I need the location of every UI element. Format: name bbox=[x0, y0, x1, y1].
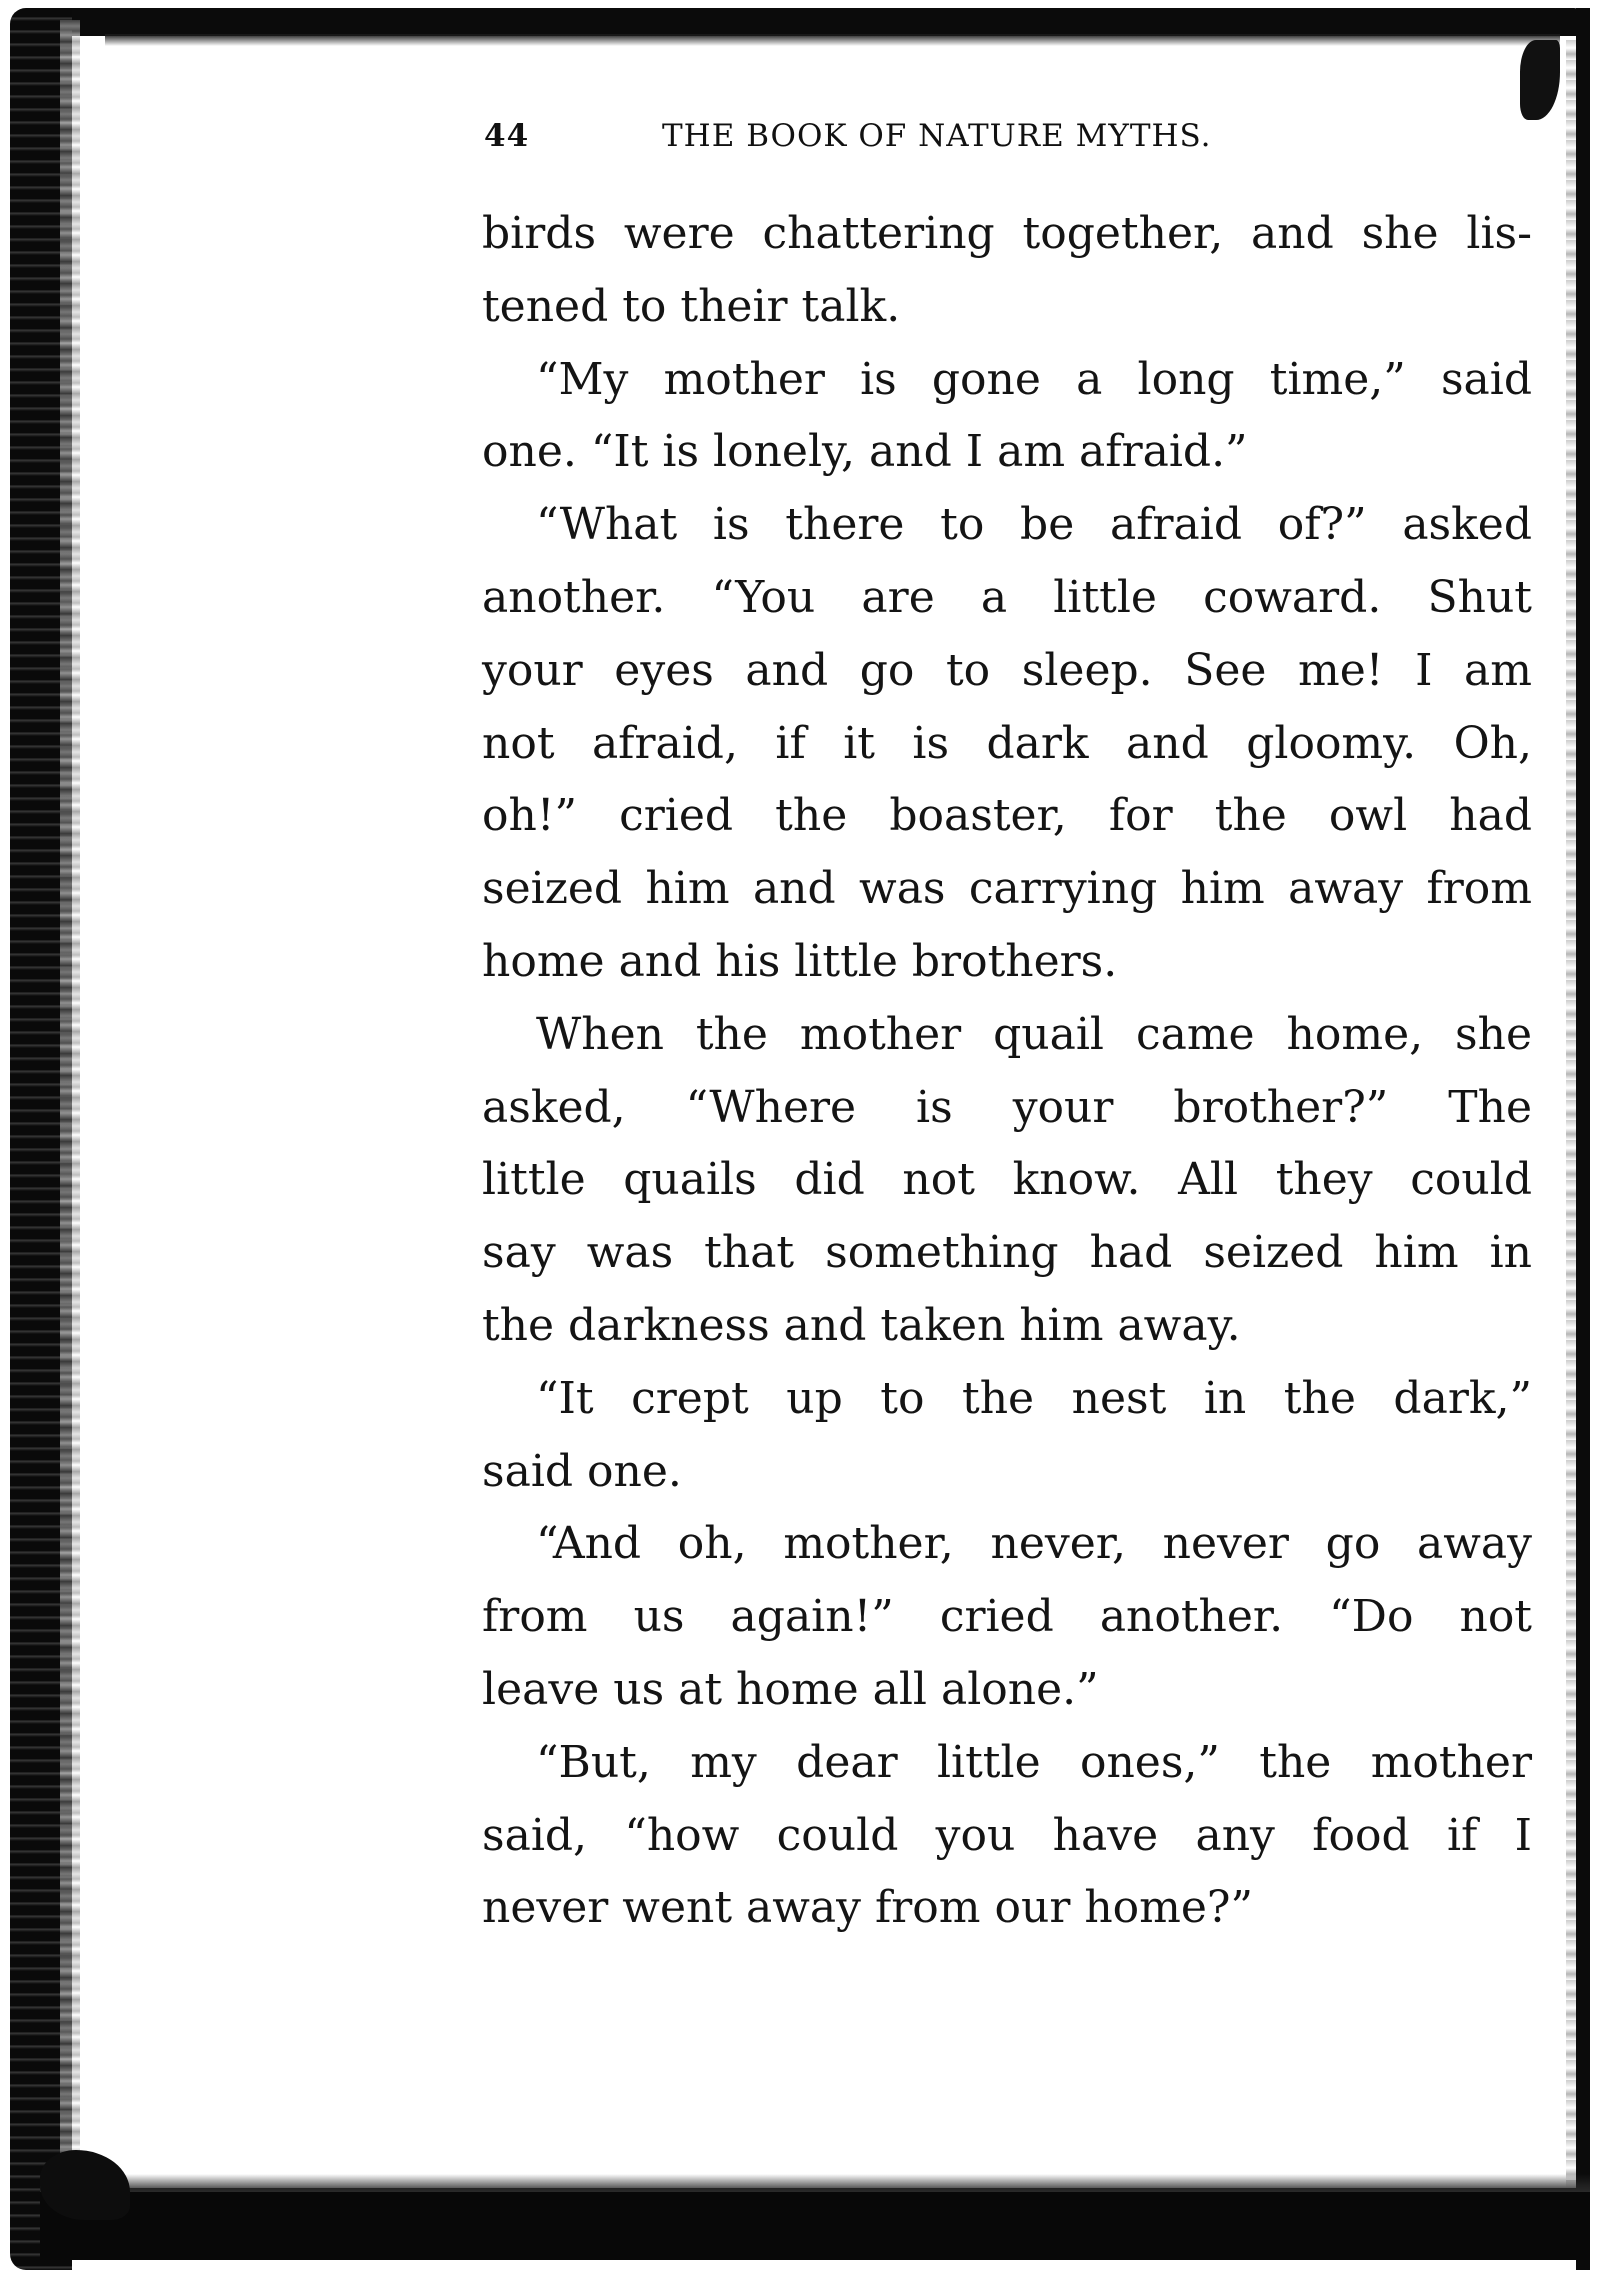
text-line: one. “It is lonely, and I am afraid.” bbox=[482, 426, 1248, 478]
text-line: tened to their talk. bbox=[482, 280, 901, 332]
text-line: from us again!” cried another. “Do not bbox=[482, 1591, 1532, 1643]
text-line: leave us at home all alone.” bbox=[482, 1663, 1099, 1715]
text-line: say was that something had seized him in bbox=[482, 1227, 1532, 1279]
text-line: “What is there to be afraid of?” asked bbox=[536, 499, 1532, 551]
text-line: birds were chattering together, and she lis- bbox=[482, 208, 1532, 259]
text-line: said, “how could you have any food if I bbox=[482, 1809, 1532, 1861]
text-line: not afraid, if it is dark and gloomy. Oh, bbox=[482, 717, 1532, 769]
text-line: “But, my dear little ones,” the mother bbox=[536, 1736, 1532, 1788]
corner-damage-bottom-left bbox=[40, 2150, 130, 2220]
page-header bbox=[484, 118, 1484, 168]
text-line: never went away from our home?” bbox=[482, 1882, 1254, 1934]
text-line: “My mother is gone a long time,” said bbox=[536, 353, 1532, 405]
body-text bbox=[482, 198, 1532, 1945]
text-line: seized him and was carrying him away from bbox=[482, 863, 1532, 915]
text-line: home and his little brothers. bbox=[482, 935, 1118, 987]
text-line: When the mother quail came home, she bbox=[536, 1008, 1532, 1060]
text-line: little quails did not know. All they could bbox=[482, 1154, 1532, 1206]
text-line: “And oh, mother, never, never go away bbox=[536, 1518, 1532, 1570]
scan-border-top bbox=[25, 8, 1580, 36]
scan-border-bottom bbox=[40, 2188, 1590, 2260]
text-line: said one. bbox=[482, 1445, 682, 1497]
corner-damage bbox=[1520, 40, 1560, 120]
scan-border-right bbox=[1576, 8, 1590, 2270]
text-line: oh!” cried the boaster, for the owl had bbox=[482, 790, 1532, 842]
text-line: your eyes and go to sleep. See me! I am bbox=[482, 644, 1532, 696]
page-edge-right bbox=[1566, 40, 1576, 2240]
page-number: 44 bbox=[484, 118, 530, 154]
running-head: THE BOOK OF NATURE MYTHS. bbox=[662, 118, 1212, 154]
text-line: the darkness and taken him away. bbox=[482, 1299, 1241, 1351]
text-line: asked, “Where is your brother?” The bbox=[482, 1081, 1532, 1133]
text-line: another. “You are a little coward. Shut bbox=[482, 571, 1532, 623]
text-line: “It crept up to the nest in the dark,” bbox=[536, 1372, 1532, 1424]
page-edge-left bbox=[60, 20, 80, 2260]
